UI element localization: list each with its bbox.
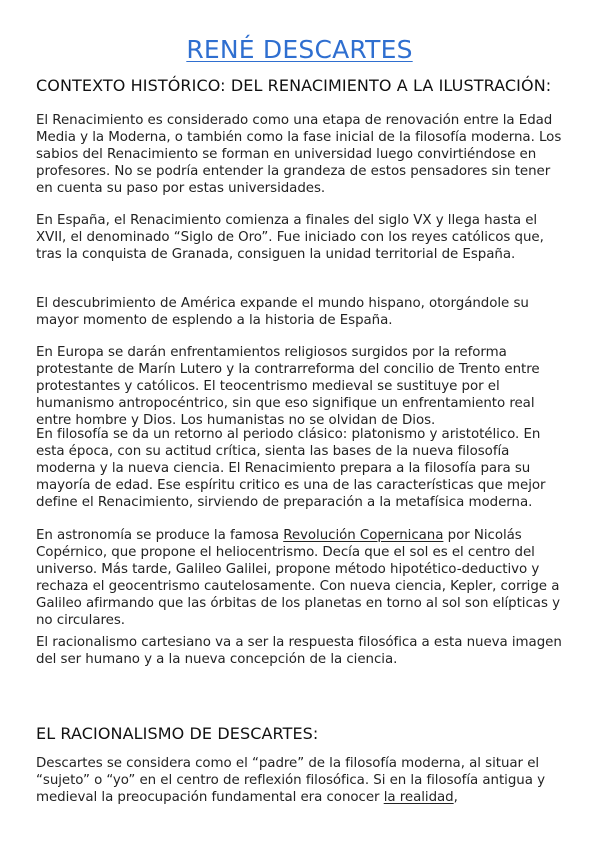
paragraph-spain: En España, el Renacimiento comienza a finales del siglo VX y llega hasta el XVII, el denominado “Siglo de Oro”. Fue iniciado con los reyes católicos que, tras la conquista de Granada, consiguen la unidad territorial de España. [36,213,544,262]
intro-text-end: , [453,790,458,805]
section-heading-rationalism: EL RACIONALISMO DE DESCARTES: [36,724,319,743]
copernican-revolution-link[interactable]: Revolución Copernicana [283,528,444,543]
page-title: RENÉ DESCARTES [186,35,413,64]
paragraph-europe: En Europa se darán enfrentamientos religiosos surgidos por la reforma protestante de Marín Lutero y la contrarreforma del concilio de Trento entre protestantes y católicos. El teocentrismo medieval se sustituye por el humanismo antropocéntrico, sin que eso signifique un enfrentamiento real entre hombre y Dios. Los humanistas no se olvidan de Dios. [36,345,540,428]
paragraph-closing: El racionalismo cartesiano va a ser la respuesta filosófica a esta nueva imagen del ser humano y a la nueva concepción de la ciencia. [36,635,562,667]
paragraph-renaissance: El Renacimiento es considerado como una etapa de renovación entre la Edad Media y la Moderna, o también como la fase inicial de la filosofía moderna. Los sabios del Renacimiento se forman en universidad luego convirtiéndose en profesores. No se podría entender la grandeza de estos pensadores sin tener en cuenta su paso por estas universidades. [36,113,562,196]
intro-text-start: Descartes se considera como el “padre” de la filosofía moderna, al situar el “sujeto” o “yo” en el centro de reflexión filosófica. Si en la filosofía antigua y medieval la preocupación fundamental era conocer [36,756,545,805]
paragraph-america: El descubrimiento de América expande el mundo hispano, otorgándole su mayor momento de esplendo a la historia de España. [36,296,529,328]
astronomy-text-start: En astronomía se produce la famosa [36,528,284,543]
astronomy-text-end: por Nicolás Copérnico, que propone el heliocentrismo. Decía que el sol es el centro del universo. Más tarde, Galileo Galilei, propone método hipotético-deductivo y rechaza el geocentrismo cautelosamente. Con nueva ciencia, Kepler, corrige a Galileo afirmando que las órbitas de los planetas en torno al sol son elípticas y no circulares. [36,528,560,628]
paragraph-philosophy: En filosofía se da un retorno al periodo clásico: platonismo y aristotélico. En esta época, con su actitud crítica, sienta las bases de la nueva filosofía moderna y la nueva ciencia. El Renacimiento prepara a la filosofía para su mayoría de edad. Ese espíritu critico es una de las características que mejor define el Renacimiento, sirviendo de preparación a la metafísica moderna. [36,427,546,510]
section-heading-historical-context: CONTEXTO HISTÓRICO: DEL RENACIMIENTO A LA ILUSTRACIÓN: [36,76,552,95]
paragraph-descartes-intro [36,755,570,806]
reality-link[interactable]: la realidad [383,790,454,805]
paragraph-astronomy [36,527,570,629]
